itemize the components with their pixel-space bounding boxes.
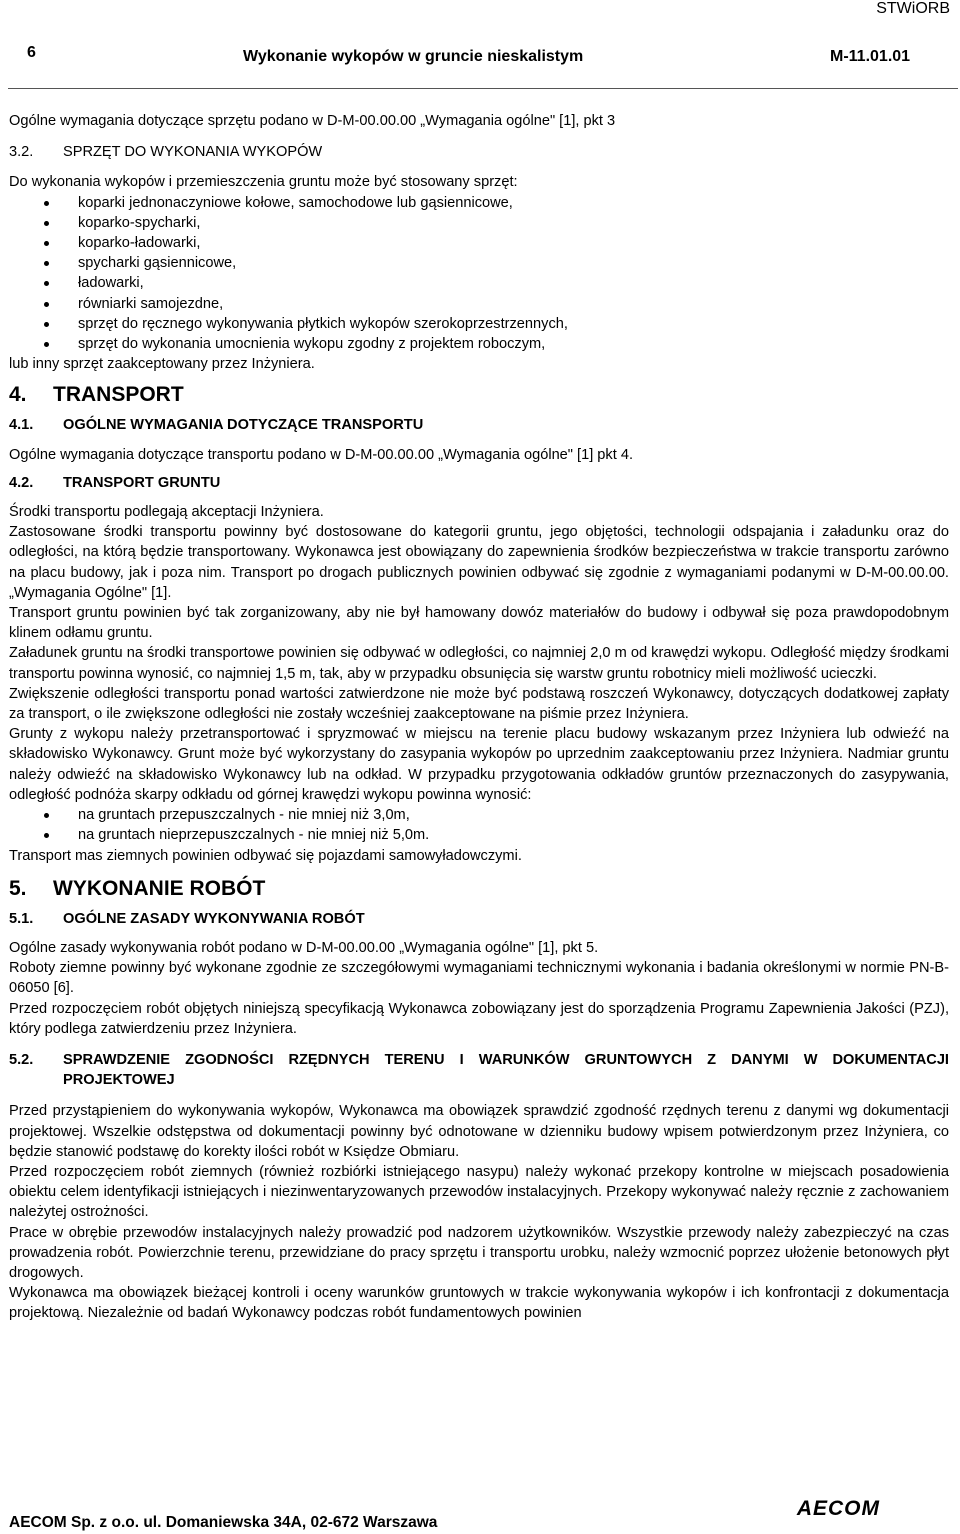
list-item: na gruntach nieprzepuszczalnych - nie mniej niż 5,0m.	[9, 825, 949, 845]
list-item: na gruntach przepuszczalnych - nie mniej niż 3,0m,	[9, 805, 949, 825]
header-org: STWiORB	[876, 0, 950, 17]
section-4-1-text: Ogólne wymagania dotyczące transportu podano w D-M-00.00.00 „Wymagania ogólne" [1] pkt 4.	[9, 446, 634, 463]
paragraph: Roboty ziemne powinny być wykonane zgodnie ze szczegółowymi wymaganiami technicznymi wykonania i badania określonymi w normie PN-B-06050 [6].	[9, 960, 949, 997]
paragraph: Transport gruntu powinien być tak zorganizowany, aby nie był hamowany dowóz materiałów do budowy i odbywał się poza prawdopodobnym klinem odłamu gruntu.	[9, 605, 949, 642]
section-4-2-heading: 4.2. TRANSPORT GRUNTU	[9, 474, 221, 491]
section-5-heading: 5. WYKONANIE ROBÓT	[9, 876, 266, 900]
list-item: spycharki gąsiennicowe,	[9, 253, 949, 273]
aecom-logo: AECOM	[796, 1497, 880, 1520]
paragraph: Zastosowane środki transportu powinny być dostosowane do kategorii gruntu, jego objętości, technologii odspajania i załadunku oraz do odległości, na którą będzie transportowany. Wykonawca jest obowiązany do zapewnienia środków bezpieczeństwa w trakcie transportu zarówno na placu budowy, jak i poza nim. Transport po drogach publicznych powinien odbywać się zgodnie z wymaganiami podanymi w D-M-00.00.00. „Wymagania Ogólne" [1].	[9, 524, 949, 601]
list-item: koparko-ładowarki,	[9, 233, 949, 253]
spec-code: M-11.01.01	[830, 48, 911, 65]
list-item: równiarki samojezdne,	[9, 294, 949, 314]
page-number: 6	[27, 44, 36, 61]
list-item: koparko-spycharki,	[9, 213, 949, 233]
section-5-1-heading: 5.1. OGÓLNE ZASADY WYKONYWANIA ROBÓT	[9, 910, 365, 927]
equipment-list	[9, 193, 949, 355]
paragraph: Wykonawca ma obowiązek bieżącej kontroli i oceny warunków gruntowych w trakcie wykonywania wykopów i ich konfrontacji z dokumentacja projektową. Niezależnie od badań Wykonawcy podczas robót fundamentowych powinien	[9, 1285, 949, 1322]
header-divider	[8, 88, 958, 89]
distance-list	[9, 805, 949, 845]
section-3-2-heading: 3.2. SPRZĘT DO WYKONANIA WYKOPÓW	[9, 144, 323, 161]
paragraph: Przed przystąpieniem do wykonywania wykopów, Wykonawca ma obowiązek sprawdzić zgodność rzędnych terenu z danymi wg dokumentacji projektowej. Wszelkie odstępstwa od dokumentacji powinny być odnotowane w dzienniku budowy wpisem potwierdzonym przez Inżyniera, co będzie stanowić podstawę do korekty ilości robót w Księdze Obmiaru.	[9, 1103, 949, 1160]
list-item: sprzęt do ręcznego wykonywania płytkich wykopów szerokoprzestrzennych,	[9, 314, 949, 334]
list-item: koparki jednonaczyniowe kołowe, samochodowe lub gąsiennicowe,	[9, 193, 949, 213]
section-4-1-heading: 4.1. OGÓLNE WYMAGANIA DOTYCZĄCE TRANSPORTU	[9, 417, 424, 434]
paragraph: Przed rozpoczęciem robót objętych niniejszą specyfikacją Wykonawca zobowiązany jest do sporządzenia Programu Zapewnienia Jakości (PZJ), który podlega zatwierdzeniu przez Inżyniera.	[9, 1000, 949, 1037]
section-5-2-heading: 5.2. SPRAWDZENIE ZGODNOŚCI RZĘDNYCH TERENU I WARUNKÓW GRUNTOWYCH Z DANYMI W DOKUMENTACJI PROJEKTOWEJ	[9, 1051, 949, 1089]
section-3-2-tail: lub inny sprzęt zaakceptowany przez Inżyniera.	[9, 356, 315, 373]
paragraph: Załadunek gruntu na środki transportowe powinien się odbywać w odległości, co najmniej 2,0 m od krawędzi wykopu. Odległość między środkami transportu powinna wynosić, co najmniej 1,5 m, tak, aby w przypadku obsunięcia się warstw gruntu robotnicy mieli możliwość ucieczki.	[9, 645, 949, 682]
document-body	[9, 111, 949, 1324]
list-item: ładowarki,	[9, 273, 949, 293]
paragraph: Zwiększenie odległości transportu ponad wartości zatwierdzone nie może być podstawą roszczeń Wykonawcy, dotyczących dodatkowej zapłaty za transport, o ile zwiększone odległości nie zostały wcześniej zaakceptowane na piśmie przez Inżyniera.	[9, 685, 949, 723]
paragraph: Ogólne zasady wykonywania robót podano w D-M-00.00.00 „Wymagania ogólne" [1], pkt 5.	[9, 939, 599, 956]
list-item: sprzęt do wykonania umocnienia wykopu zgodny z projektem roboczym,	[9, 334, 949, 354]
paragraph: Przed rozpoczęciem robót ziemnych (również rozbiórki istniejącego nasypu) należy wykonać przekopy kontrolne w miejscach posadowienia obiektu celem identyfikacji istniejących i niezinwentaryzowanych przewodów instalacyjnych. Przekopy wykonywać należy ręcznie z zachowaniem należytej ostrożności.	[9, 1163, 949, 1221]
page-title: Wykonanie wykopów w gruncie nieskalistym	[243, 48, 584, 65]
paragraph: Środki transportu podlegają akceptacji Inżyniera.	[9, 504, 324, 521]
intro-paragraph: Ogólne wymagania dotyczące sprzętu podano w D-M-00.00.00 „Wymagania ogólne" [1], pkt 3	[9, 113, 616, 129]
paragraph: Grunty z wykopu należy przetransportować i spryzmować w miejscu na terenie placu budowy wskazanym przez Inżyniera lub odwieźć na składowisko Wykonawcy. Grunt może być wykorzystany do zasypania wykopów po uprzednim zaakceptowaniu przez Inżyniera. Nadmiar gruntu należy odwieźć na składowisko Wykonawcy lub na odkład. W przypadku przygotowania odkładów gruntów przeznaczonych do zasypywania, odległość podnóża skarpy odkładu od górnej krawędzi wykopu powinna wynosić:	[9, 726, 949, 803]
section-4-heading: 4. TRANSPORT	[9, 383, 184, 407]
paragraph: Transport mas ziemnych powinien odbywać się pojazdami samowyładowczymi.	[9, 847, 522, 864]
footer-address: AECOM Sp. z o.o. ul. Domaniewska 34A, 02-672 Warszawa	[9, 1514, 438, 1531]
paragraph: Prace w obrębie przewodów instalacyjnych należy prowadzić pod nadzorem użytkowników. Wszystkie przewody należy zabezpieczyć na czas prowadzenia robót. Powierzchnie terenu, przewidziane do pracy sprzętu i transportu urobku, należy wzmocnić poprzez ułożenie betonowych płyt drogowych.	[9, 1224, 949, 1281]
section-3-2-lead: Do wykonania wykopów i przemieszczenia gruntu może być stosowany sprzęt:	[9, 174, 518, 191]
